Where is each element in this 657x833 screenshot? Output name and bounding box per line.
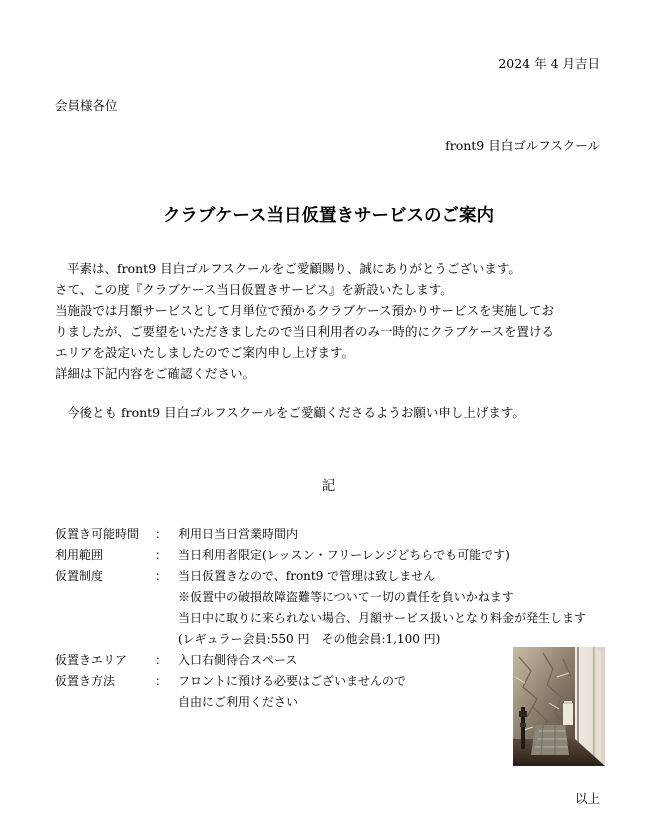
detail-values <box>178 524 298 545</box>
recipient: 会員様各位 <box>55 98 118 113</box>
detail-row-scope <box>55 545 586 566</box>
detail-separator: ： <box>155 674 168 688</box>
detail-value: フロントに預ける必要はございませんので <box>178 674 407 688</box>
detail-label: 利用範囲 <box>55 548 104 562</box>
sender: front9 目白ゴルフスクール <box>445 138 600 153</box>
detail-value: ※仮置中の破損故障盗難等について一切の責任を負いかねます <box>178 590 514 604</box>
ki-heading: 記 <box>321 478 336 494</box>
detail-value: 当日中に取りに来られない場合、月額サービス扱いとなり料金が発生します <box>178 611 587 625</box>
detail-row-area <box>55 650 586 671</box>
detail-values <box>178 545 510 566</box>
detail-separator: ： <box>155 527 168 541</box>
body-text <box>55 258 615 384</box>
closing-text: 今後とも front9 目白ゴルフスクールをご愛顧くださるようお願い申し上げます。 <box>67 405 525 420</box>
detail-label: 仮置きエリア <box>55 653 128 667</box>
detail-value: 利用日当日営業時間内 <box>178 527 299 541</box>
detail-value: (レギュラー会員:550 円 その他会員:1,100 円) <box>178 632 441 646</box>
detail-value: 当日仮置きなので、front9 で管理は致しません <box>178 569 436 583</box>
details-list <box>55 524 586 713</box>
body-line: 詳細は下記内容をご確認ください。 <box>55 366 256 381</box>
waiting-area-photo <box>513 647 605 766</box>
detail-separator: ： <box>155 569 168 583</box>
document-title: クラブケース当日仮置きサービスのご案内 <box>162 206 495 226</box>
body-line: エリアを設定いたしましたのでご案内申し上げます。 <box>55 345 355 360</box>
end-mark: 以上 <box>574 791 600 806</box>
detail-separator: ： <box>155 653 168 667</box>
detail-label: 仮置き方法 <box>55 674 116 688</box>
detail-value: 自由にご利用ください <box>178 695 299 709</box>
detail-row-time <box>55 524 586 545</box>
detail-value: 当日利用者限定(レッスン・フリーレンジどちらでも可能です) <box>178 548 510 562</box>
detail-values <box>178 671 406 713</box>
waiting-area-photo-illustration <box>513 647 605 766</box>
detail-label: 仮置制度 <box>55 569 104 583</box>
body-line: りましたが、ご要望をいただきましたので当日利用者のみ一時的にクラブケースを置ける <box>55 324 555 339</box>
detail-value: 入口右側待合スペース <box>178 653 298 667</box>
body-line: さて、この度『クラブケース当日仮置きサービス』を新設いたします。 <box>55 282 453 297</box>
detail-values <box>178 650 297 671</box>
detail-separator: ： <box>155 548 168 562</box>
detail-label: 仮置き可能時間 <box>55 527 140 541</box>
detail-row-system <box>55 566 586 650</box>
body-line: 当施設では月額サービスとして月単位で預かるクラブケース預かりサービスを実施してお <box>55 303 555 318</box>
document-date: 2024 年 4 月吉日 <box>498 56 600 71</box>
detail-values <box>178 566 586 650</box>
detail-row-method <box>55 671 586 713</box>
body-line: 平素は、front9 目白ゴルフスクールをご愛顧賜り、誠にありがとうございます。 <box>67 261 521 276</box>
